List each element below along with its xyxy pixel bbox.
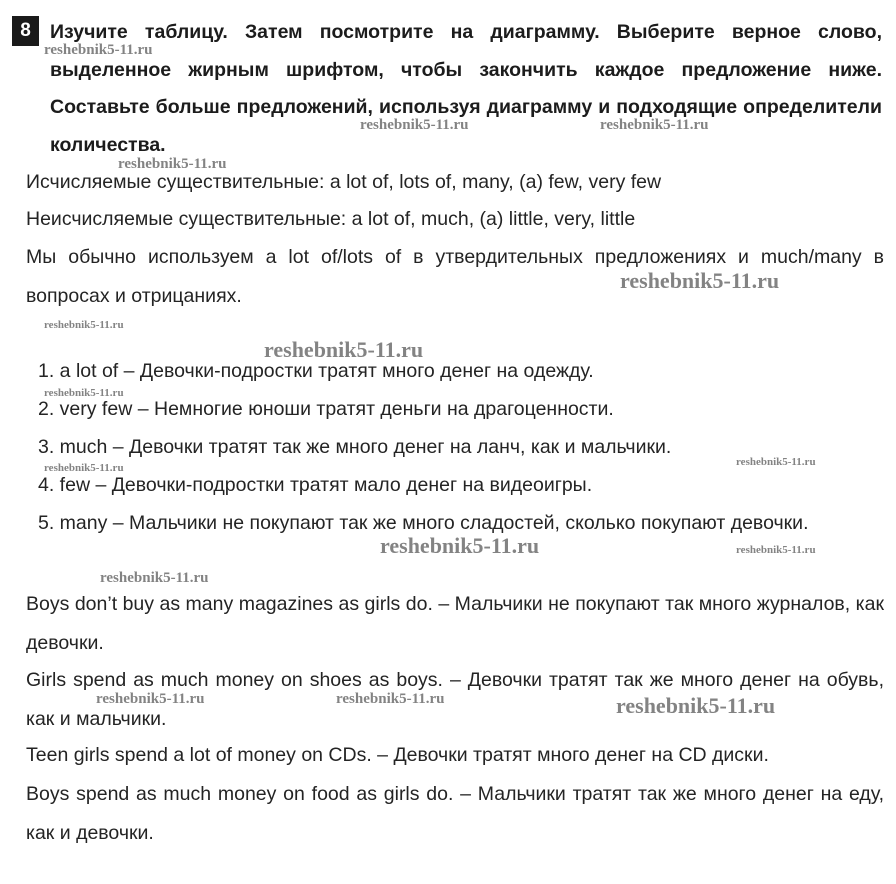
watermark: reshebnik5-11.ru	[336, 691, 445, 707]
rule-countable: Исчисляемые существительные: a lot of, lots of, many, (a) few, very few	[26, 171, 662, 193]
example-sentence: Boys don’t buy as many magazines as girls do. – Мальчики не покупают так много журналов, как девочки.	[26, 593, 884, 654]
rule-usage: Мы обычно используем a lot of/lots of в утвердительных предложениях и much/many в вопросах и отрицаниях.	[26, 246, 884, 307]
answer-text: – Мальчики не покупают так же много сладостей, сколько покупают девочки.	[112, 512, 809, 534]
answer-text: – Девочки-подростки тратят мало денег на видеоигры.	[95, 474, 593, 496]
watermark: reshebnik5-11.ru	[44, 42, 153, 58]
task-number-badge: 8	[12, 16, 39, 46]
watermark: reshebnik5-11.ru	[616, 693, 776, 718]
example-sentence: Girls spend as much money on shoes as boys. – Девочки тратят так же много денег на обувь, как и мальчики.	[26, 669, 884, 730]
answer-label: 2. very few	[38, 398, 133, 420]
watermark: reshebnik5-11.ru	[736, 456, 816, 468]
answer-text: – Девочки тратят так же много денег на ланч, как и мальчики.	[112, 436, 672, 458]
watermark: reshebnik5-11.ru	[380, 533, 540, 558]
answer-text: – Девочки-подростки тратят много денег на одежду.	[123, 360, 594, 382]
watermark: reshebnik5-11.ru	[360, 117, 469, 133]
watermark: reshebnik5-11.ru	[118, 156, 227, 172]
watermark: reshebnik5-11.ru	[264, 337, 424, 362]
rule-uncountable: Неисчисляемые существительные: a lot of, much, (a) little, very, little	[26, 208, 636, 230]
answer-label: 3. much	[38, 436, 108, 458]
answer-label: 1. a lot of	[38, 360, 119, 382]
watermark: reshebnik5-11.ru	[600, 117, 709, 133]
watermark: reshebnik5-11.ru	[736, 544, 816, 556]
watermark: reshebnik5-11.ru	[44, 319, 124, 331]
answer-label: 5. many	[38, 512, 108, 534]
example-sentence: Teen girls spend a lot of money on CDs. – Девочки тратят много денег на CD диски.	[26, 744, 769, 766]
task-instruction: Изучите таблицу. Затем посмотрите на диаграмму. Выберите верное слово, выделенное жирным шрифтом, чтобы закончить каждое предложение ниже. Составьте больше предложений, используя диаграмму и подходящие определители количества.	[50, 21, 882, 156]
watermark: reshebnik5-11.ru	[44, 462, 124, 474]
example-sentence: Boys spend as much money on food as girls do. – Мальчики тратят так же много денег на еду, как и девочки.	[26, 783, 884, 844]
answer-item	[38, 429, 671, 467]
answer-label: 4. few	[38, 474, 91, 496]
watermark: reshebnik5-11.ru	[100, 570, 209, 586]
answer-item	[38, 391, 614, 429]
answer-text: – Немногие юноши тратят деньги на драгоценности.	[137, 398, 614, 420]
watermark: reshebnik5-11.ru	[44, 387, 124, 399]
watermark: reshebnik5-11.ru	[620, 268, 780, 293]
watermark: reshebnik5-11.ru	[96, 691, 205, 707]
